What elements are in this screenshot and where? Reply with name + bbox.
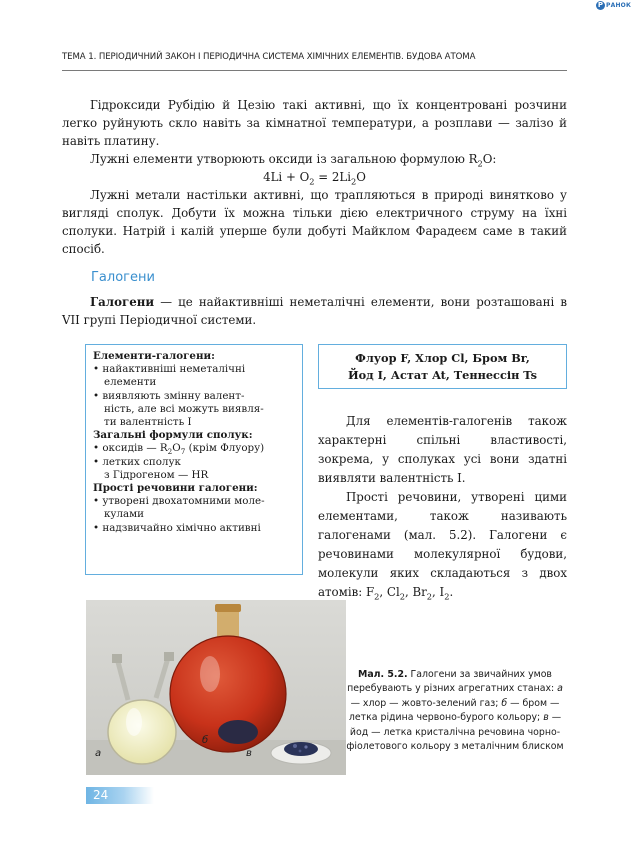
- caption-label: Мал. 5.2.: [358, 669, 408, 680]
- publisher-logo-text: РАНОК: [606, 2, 632, 9]
- list-item: • утворені двохатомними моле-: [93, 495, 296, 508]
- halogens-photo: [86, 600, 346, 775]
- running-head: ТЕМА 1. ПЕРІОДИЧНИЙ ЗАКОН І ПЕРІОДИЧНА СИСТЕМА ХІМІЧНИХ ЕЛЕМЕНТІВ. БУДОВА АТОМА: [62, 52, 476, 62]
- publisher-logo-icon: Р: [597, 1, 604, 9]
- term-halogens: Галогени: [90, 295, 155, 309]
- section-title: Галогени: [91, 270, 155, 285]
- iodine-dish: [271, 742, 331, 764]
- publisher-logo: [596, 1, 631, 10]
- intro-text: [62, 96, 567, 258]
- photo-label-b: б: [202, 735, 209, 746]
- halogens-illustration: [86, 600, 346, 775]
- paragraph-common-properties: Для елементів-галогенів також характерні спільні властивості, зокрема, у сполуках усі вони здатні виявляти валентність I.: [318, 414, 567, 485]
- list-item: • виявляють змінну валент-: [93, 390, 296, 403]
- halogens-column-text: [318, 412, 567, 602]
- halogens-definition: Галогени — це найактивніші неметалічні елементи, вони розташовані в VII групі Періодичної системи.: [62, 295, 567, 327]
- equation: $4Li + O_2 = 2Li_2O$: [263, 170, 366, 187]
- list-item: • оксидів — $R_2O_7$ (крім Флуору): [93, 442, 296, 455]
- page-number-bar: [86, 787, 154, 804]
- summary-heading: Загальні формули сполук:: [93, 429, 253, 442]
- photo-label-a: а: [95, 748, 102, 759]
- paragraph-alkali-metals: Лужні метали настільки активні, що трапляються в природі винятково у вигляді сполук. Добути їх можна тільки дією електричного струму на їхні сполуки. Натрій і калій уперше були добуті Майклом Фарадеєм саме в такий спосіб.: [62, 188, 567, 256]
- halogen-names-box: Флуор F, Хлор Cl, Бром Br, Йод I, Астат At, Теннессін Ts: [318, 344, 567, 389]
- header-divider: [62, 70, 567, 71]
- paragraph-simple-substances: Прості речовини, утворені цими елементами, також називають галогенами (мал. 5.2). Галогени є речовинами молекулярної будови, молекули яких складаються з двох атомів: $F_2$, $Cl_2$, $Br_2$, $I_2$.: [318, 490, 567, 602]
- paragraph-hydroxides: Гідроксиди Рубідію й Цезію такі активні, що їх концентровані розчини легко руйнують скло навіть за кімнатної температури, а розплави — залізо й навіть платину.: [62, 98, 567, 148]
- figure-caption: Мал. 5.2. Галогени за звичайних умов перебувають у різних агрегатних станах: а — хлор — жовто-зелений газ; б — бром — летка рідина червоно-бурого кольору; в — йод — летка кристалічна речовина чорно-фіолетового кольору з металічним блиском: [346, 669, 564, 753]
- summary-box: Елементи-галогени: • найактивніші неметалічні елементи • виявляють змінну валент- ність, але всі можуть виявля- ти валентність I Загальні формули сполук: • оксидів — $R_2O_7$ (крім Флуору) • летких сполук з Гідрогеном — HR Прості речовини галогени: • утворені двохатомними моле- кулами • надзвичайно хімічно активні: [85, 344, 303, 575]
- summary-heading: Елементи-галогени:: [93, 350, 215, 362]
- paragraph-oxides: Лужні елементи утворюють оксиди із загальною формулою $R_2O$:: [90, 152, 497, 169]
- list-item: • надзвичайно хімічно активні: [93, 522, 296, 535]
- list-item: • летких сполук: [93, 456, 296, 469]
- list-item: • найактивніші неметалічні: [93, 363, 296, 376]
- summary-heading: Прості речовини галогени:: [93, 482, 258, 495]
- photo-label-c: в: [246, 748, 252, 759]
- page-number: 24: [93, 788, 109, 802]
